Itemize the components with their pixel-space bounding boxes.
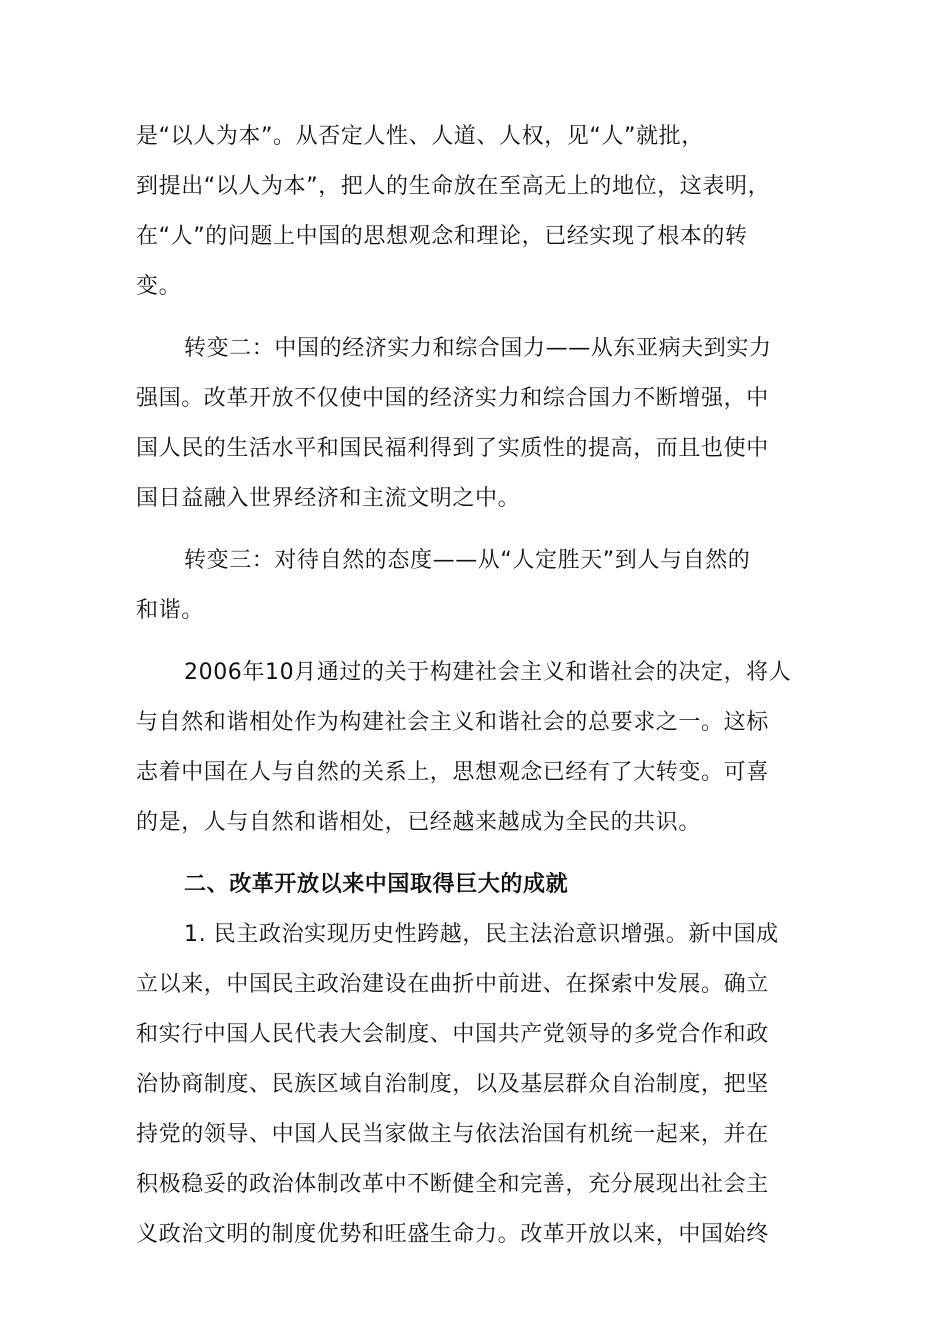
text-line: 和谐。 xyxy=(136,598,204,623)
text-line: 义政治文明的制度优势和旺盛生命力。改革开放以来，中国始终 xyxy=(136,1222,769,1247)
text-line: 到提出“以人为本”，把人的生命放在至高无上的地位，这表明， xyxy=(136,174,771,199)
heading-text: 二、改革开放以来中国取得巨大的成就 xyxy=(184,872,569,897)
document-body xyxy=(136,112,826,1260)
text-line: 持党的领导、中国人民当家做主与依法治国有机统一起来，并在 xyxy=(136,1122,769,1147)
text-line: 志着中国在人与自然的关系上，思想观念已经有了大转变。可喜 xyxy=(136,760,769,785)
text-line: 变。 xyxy=(136,274,182,299)
text-line: 是“以人为本”。从否定人性、人道、人权，见“人”就批， xyxy=(136,124,704,149)
paragraph xyxy=(136,648,826,848)
paragraph xyxy=(136,536,826,636)
paragraph xyxy=(136,112,826,312)
section-heading xyxy=(136,860,826,910)
text-line: 的是，人与自然和谐相处，已经越来越成为全民的共识。 xyxy=(136,810,702,835)
text-line: 国日益融入世界经济和主流文明之中。 xyxy=(136,486,521,511)
text-line: 强国。改革开放不仅使中国的经济实力和综合国力不断增强，中 xyxy=(136,386,769,411)
text-line: 转变三：对待自然的态度——从“人定胜天”到人与自然的 xyxy=(184,548,751,573)
text-line: 在“人”的问题上中国的思想观念和理论，已经实现了根本的转 xyxy=(136,224,748,249)
text-line: 和实行中国人民代表大会制度、中国共产党领导的多党合作和政 xyxy=(136,1022,769,1047)
paragraph xyxy=(136,324,826,524)
paragraph xyxy=(136,910,826,1260)
text-line: 立以来，中国民主政治建设在曲折中前进、在探索中发展。确立 xyxy=(136,972,769,997)
text-line: 治协商制度、民族区域自治制度，以及基层群众自治制度，把坚 xyxy=(136,1072,769,1097)
text-line: 积极稳妥的政治体制改革中不断健全和完善，充分展现出社会主 xyxy=(136,1172,769,1197)
text-line: 2006年10月通过的关于构建社会主义和谐社会的决定，将人 xyxy=(184,660,792,685)
text-line: 1. 民主政治实现历史性跨越，民主法治意识增强。新中国成 xyxy=(184,922,779,947)
text-line: 国人民的生活水平和国民福利得到了实质性的提高，而且也使中 xyxy=(136,436,769,461)
text-line: 与自然和谐相处作为构建社会主义和谐社会的总要求之一。这标 xyxy=(136,710,769,735)
text-line: 转变二：中国的经济实力和综合国力——从东亚病夫到实力 xyxy=(184,336,772,361)
